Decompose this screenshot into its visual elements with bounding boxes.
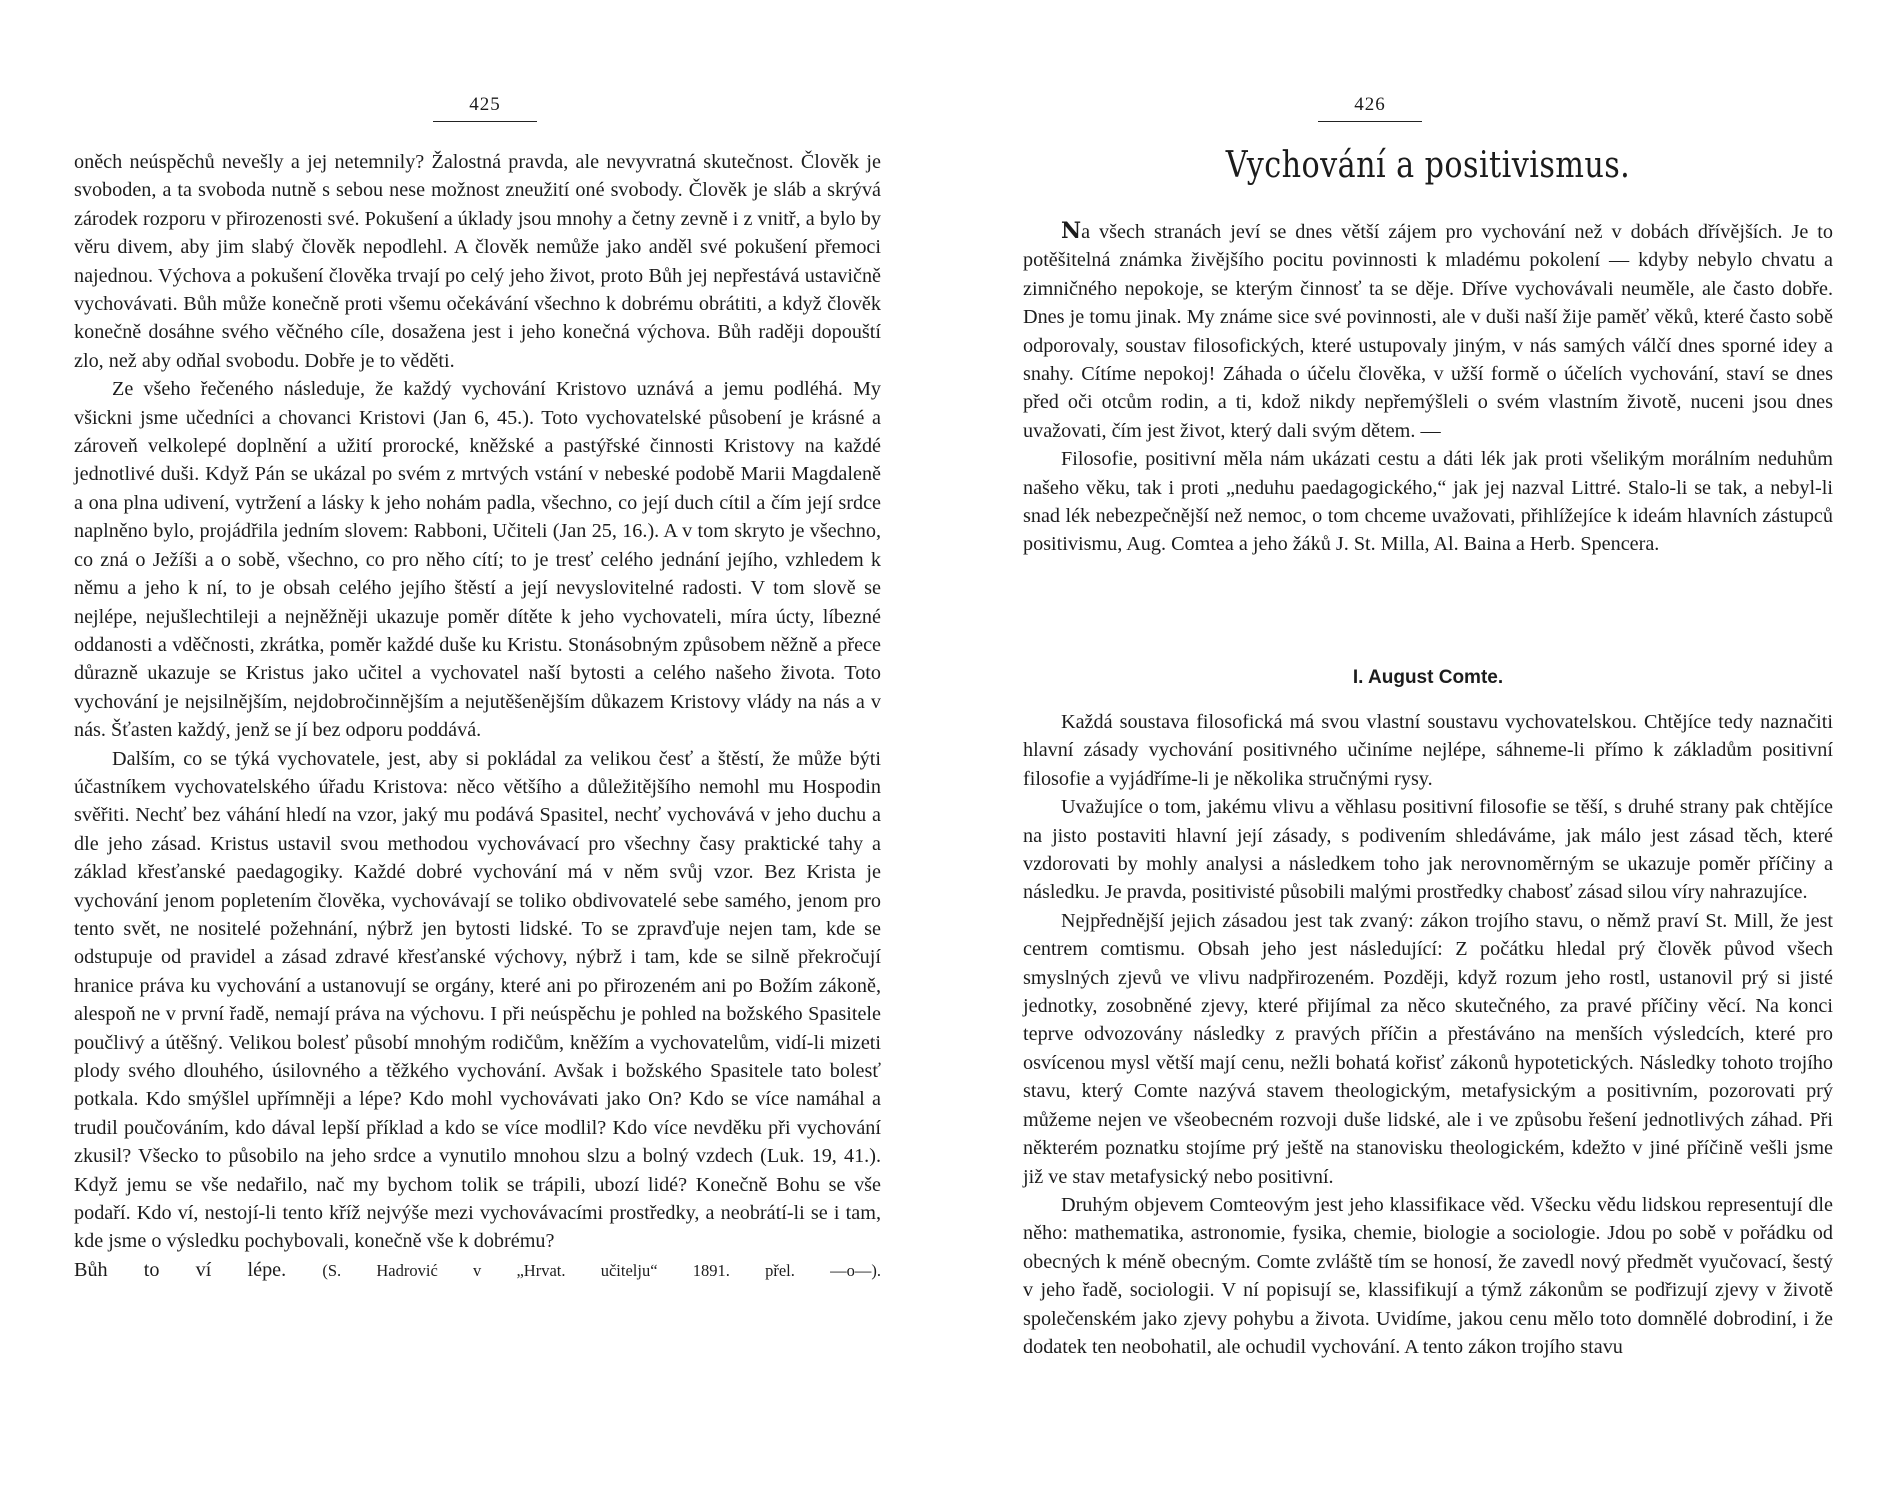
- right-intro-paragraph-1: [1023, 217, 1833, 445]
- drop-cap-letter: N: [1061, 218, 1082, 244]
- right-page: [948, 0, 1896, 1500]
- right-section-column: [1023, 708, 1833, 1361]
- left-paragraph-2: Ze všeho řečeného následuje, že každý vychování Kristovo uznává a jemu podléhá. My všickni jsme učedníci a chovanci Kristovi (Jan 6, 45.). Toto vychovatelské působení je krásné a zároveň velkolepé doplnění a užití prorocké, kněžské a pastýřské činnosti Kristovy na každé jednotlivé duši. Když Pán se ukázal po svém z mrtvých vstání v nebeské podobě Marii Magdaleně a ona plna udivení, vytržení a lásky k jeho nohám padla, všechno, co její duch cítil a čím její srdce naplněno bylo, projádřila jedním slovem: Rabboni, Učiteli (Jan 25, 16.). A v tom skryto je všechno, co zná o Ježíši a o sobě, všechno, co pro něho cítí; to je tresť celého jednání jejího, vzhledem k němu a jeho k ní, to je obsah celého jejího štěstí a její nevyslovitelné radosti. V tom slově se nejlépe, nejušlechtileji a nejněžněji ukazuje poměr dítěte k jeho vychovateli, míra úcty, líbezné oddanosti a vděčnosti, zkrátka, poměr každé duše ku Kristu. Stonásobným způsobem něžně a přece důrazně ukazuje se Kristus jako učitel a vychovatel naší bytosti a celého našeho života. Toto vychování je nejsilnějším, nejdobročinnějším a nejutěšenějším důkazem Kristovy vlády na nás a v nás. Šťasten každý, jenž se jí bez odporu poddává.: [74, 378, 881, 742]
- header-rule-right: [1318, 121, 1422, 122]
- right-intro-paragraph-1-text: a všech stranách jeví se dnes větší zájem pro vychování než v dobách dřívějších. Je to potěšitelná známka živějšího pocitu povinnosti k mladému pokolení — kdyby nebylo chvatu a zimničného nepokoje, se kterým činnosť ta se děje. Dříve vychovávali neuměle, ale často dobře. Dnes je tomu jinak. My známe sice své povinnosti, ale v duši naší žije paměť věků, které často sobě odporovaly, soustav filosofických, které ustupovaly jiným, v nás samých válčí dnes sporné idey a snahy. Cítíme nepokoj! Záhada o účelu člověka, v užší formě o účelích vychování, staví se dnes před oči otcům rodin, a ti, kdož nikdy nepřemýšleli o svém vlastním životě, nuceni jsou dnes uvažovati, čím jest život, který dali svým dětem. —: [1023, 221, 1833, 442]
- left-paragraph-3: Dalším, co se týká vychovatele, jest, aby si pokládal za velikou česť a štěstí, že může býti účastníkem vychovatelského úřadu Kristova: něco většího a důležitějšího nemohl mu Hospodin svěřiti. Nechť bez váhání hledí na vzor, jaký mu podává Spasitel, nechť vychovává v jeho duchu a dle jeho zásad. Kristus ustavil svou methodou vychovávací pro všechny časy praktické tahy a základ křesťanské paedagogiky. Každé dobré vychování má v něm svůj vzor. Bez Krista je vychování jenom popletením člověka, vychovávají se toliko obdivovatelé sebe samého, jenom pro tento svět, ne nositelé požehnání, nýbrž jen bytosti lidské. To se zpravďuje nejen tam, kde se odstupuje od pravidel a zásad zdravé křesťanské výchovy, nýbrž i tam, kde se silně překročují hranice práva ku vychování a ustanovují se orgány, které ani po přirozeném ani po Božím zákoně, alespoň ne v první řadě, nemají práva na výchovu. I při neúspěchu je pohled na božského Spasitele poučlivý a útěšný. Velikou bolesť působí mnohým rodičům, kněžím a vychovatelům, vidí-li mizeti plody svého dlouhého, úsilovného a těžkého vychování. Avšak i božského Spasitele tato bolesť potkala. Kdo smýšlel upřímněji a lépe? Kdo mohl vychovávati jako On? Kdo se více namáhal a trudil poučováním, kdo dával lepší příklad a kdo se více modlil? Kdo více nevděku při vychování zkusil? Všecko to působilo na jeho srdce a vynutilo mnohou slzu a bolný vzdech (Luk. 19, 41.). Když jemu se vše nedařilo, nač my bychom tolik se trápili, ubozí lidé? Konečně Bohu se vše podaří. Kdo ví, nestojí-li tento kříž nejvýše mezi vychovávacími prostředky, a neobrátí-li se i tam, kde jsme o výsledku pochybovali, konečně vše k dobrému?: [74, 747, 881, 1253]
- left-signoff-line: [74, 1256, 881, 1285]
- closing-text: Bůh to ví lépe.: [74, 1258, 287, 1281]
- right-section-paragraph-1: Každá soustava filosofická má svou vlastní soustavu vychovatelskou. Chtějíce tedy naznačiti hlavní zásady vychování positivného učiníme nejlépe, sáhneme-li přímo k základům positivní filosofie a vyjádříme-li je několika stručnými rysy.: [1023, 711, 1833, 790]
- article-title: Vychování a positivismus.: [1225, 145, 1631, 186]
- section-heading: I. August Comte.: [1352, 667, 1504, 688]
- header-rule-left: [433, 121, 537, 122]
- right-section-paragraph-3: Nejpřednější jejich zásadou jest tak zvaný: zákon trojího stavu, o němž praví St. Mill, že jest centrem comtismu. Obsah jeho jest následující: Z počátku hledal prý člověk původ všech smyslných zjevů ve vlivu nadpřirozeném. Později, když rozum jeho rostl, ustanovil prý si jisté jednotky, zosobněné zjevy, které přijímal za něco skutečného, za pravé příčiny věcí. Na konci teprve odvozovány následky z pravých příčin a přestáváno na menších výsledcích, které pro osvícenou mysl větší mají cenu, nežli bohatá kořisť zákonů hypotetických. Následky tohoto trojího stavu, který Comte nazývá stavem theologickým, metafysickým a positivním, pozorovati prý můžeme nejen ve všeobecném rozvoji duše lidské, ale i ve způsobu řešení jednotlivých záhad. Při některém poznatku stojíme prý ještě na stanovisku theologickém, kdežto v jiné příčině vešli jsme již ve stav metafysický nebo positivní.: [1023, 909, 1833, 1188]
- right-intro-paragraph-2: Filosofie, positivní měla nám ukázati cestu a dáti lék jak proti všelikým morálním neduhům našeho věku, tak i proti „neduhu paedagogického,“ jak jej nazval Littré. Stalo-li se tak, a nebyl-li snad lék nebezpečnější než nemoc, o tom chceme uvažovati, přihlížejíce k ideám hlavních zástupců positivismu, Aug. Comtea a jeho žáků J. St. Milla, Al. Baina a Herb. Spencera.: [1023, 448, 1833, 556]
- right-intro-column: [1023, 217, 1833, 559]
- page-number-right: 426: [1354, 94, 1386, 115]
- left-text-column: [74, 148, 881, 1285]
- left-paragraph-1: oněch neúspěchů nevešly a jej netemnily? Žalostná pravda, ale nevyvratná skutečnost. Člověk je svoboden, a ta svoboda nutně s sebou nese možnost zneužití oné svobody. Člověk je sláb a skrývá zárodek rozporu v přirozenosti své. Pokušení a úklady jsou mnohy a četny zevně i z vnitř, a bylo by věru divem, aby jim slabý člověk nepodlehl. A člověk nemůže jako anděl své pokušení přemoci najednou. Výchova a pokušení člověka trvají po celý jeho život, proto Bůh jej nepřestává ustavičně vychovávati. Bůh může konečně proti všemu očekávání všechno k dobrému obrátiti, a když člověk konečně dosáhne svého věčného cíle, dosažena jest i jeho konečná výchova. Bůh raději dopouští zlo, než aby odňal svobodu. Dobře je to věděti.: [74, 151, 881, 372]
- right-section-paragraph-4: Druhým objevem Comteovým jest jeho klassifikace věd. Všecku vědu lidskou representují dle něho: mathematika, astronomie, fysika, chemie, biologie a sociologie. Jdou po sobě v pořádku od obecných k méně obecným. Comte zvláště tím se honosí, že zavedl nový předmět vyučovací, šestý v jeho řadě, sociologii. V ní popisují se, klassifikují a týmž zákonům se podřizují zjevy v životě společenském jako zjevy pohybu a života. Uvidíme, jakou cenu mělo toto domnělé dobrodiní, i že dodatek ten neobohatil, ale ochudil vychování. A tento zákon trojího stavu: [1023, 1193, 1833, 1358]
- translation-credit: (S. Hadrović v „Hrvat. učitelju“ 1891. přel. —o—).: [322, 1260, 881, 1280]
- page-number-left: 425: [469, 94, 501, 115]
- page-header-left: [425, 94, 545, 122]
- right-section-paragraph-2: Uvažujíce o tom, jakému vlivu a věhlasu positivní filosofie se těší, s druhé strany pak chtějíce na jisto postaviti hlavní její zásady, s podivením shledáváme, jak málo jest zásad těch, které vzdorovati by mohly analysi a následkem toho jak nerovnoměrným se ukazuje poměr příčiny a následku. Je pravda, positivisté působili malými prostředky chabosť zásad silou víry nahrazujíce.: [1023, 796, 1833, 904]
- page-header-right: [1310, 94, 1430, 122]
